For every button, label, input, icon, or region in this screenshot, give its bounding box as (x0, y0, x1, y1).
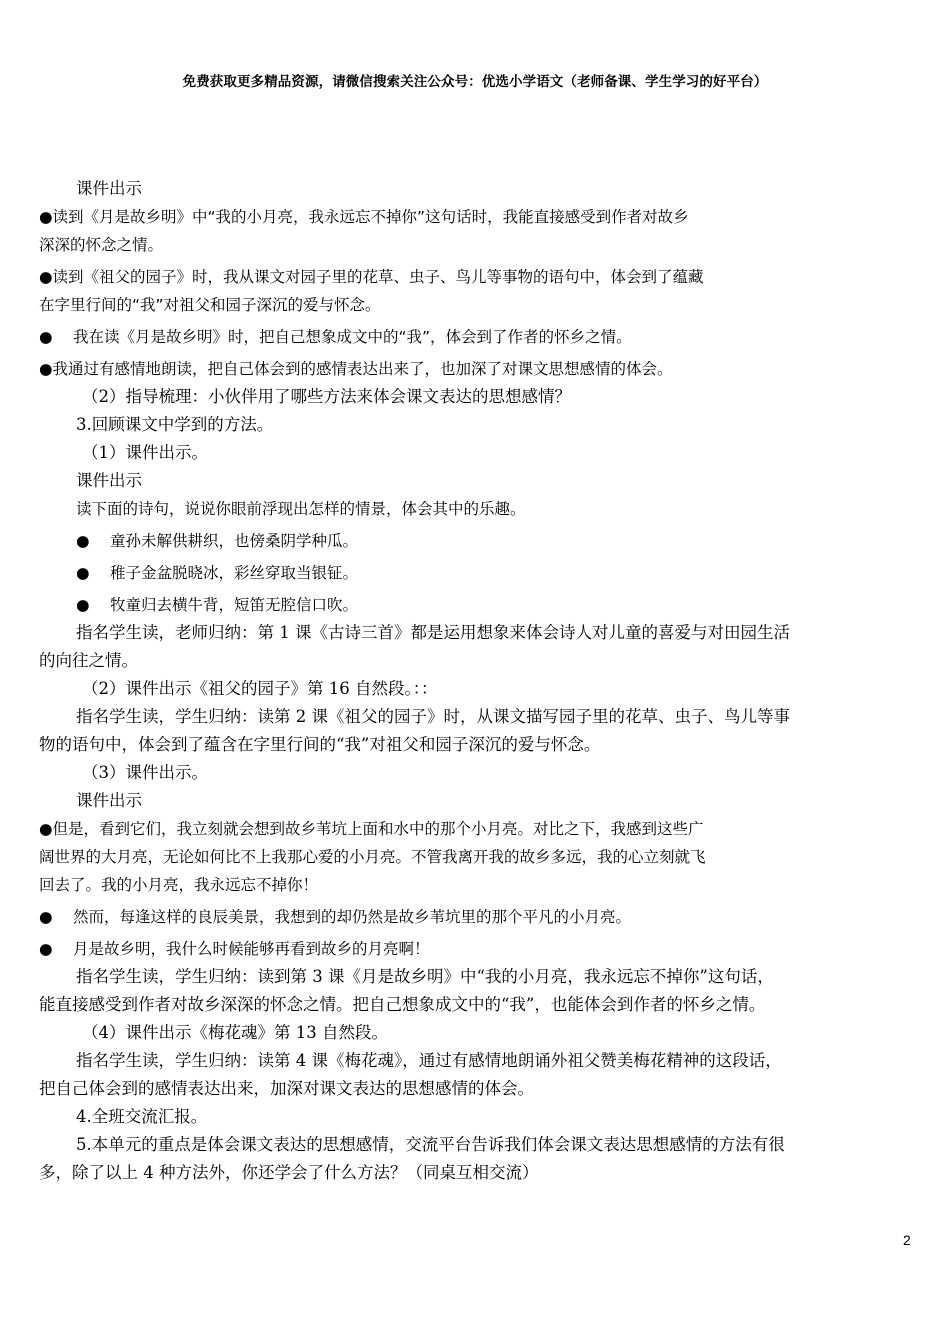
paragraph-continued: 多，除了以上 4 种方法外，你还学会了什么方法？（同桌互相交流） (39, 1163, 539, 1182)
bullet-icon: ● (76, 564, 90, 582)
paragraph: 5.本单元的重点是体会课文表达的思想感情，交流平台告诉我们体会课文表达思想感情的方法有很 (76, 1135, 785, 1154)
paragraph: （2）指导梳理：小伙伴用了哪些方法来体会课文表达的思想感情？ (82, 387, 571, 406)
list-item (39, 935, 911, 963)
poem-text: 稚子金盆脱晓冰，彩丝穿取当银钲。 (110, 564, 359, 582)
courseware-label: 课件出示 (76, 791, 142, 810)
list-item: ●我通过有感情地朗读，把自己体会到的感情表达出来了，也加深了对课文思想感情的体会。 (39, 360, 673, 378)
paragraph: （4）课件出示《梅花魂》第 13 自然段。 (82, 1023, 388, 1042)
courseware-label: 课件出示 (76, 179, 142, 198)
bullet-icon: ● (76, 596, 90, 614)
page-number: 2 (903, 1232, 911, 1248)
poem-text: 牧童归去横牛背，短笛无腔信口吹。 (110, 596, 359, 614)
paragraph: （2）课件出示《祖父的园子》第 16 自然段。：： (82, 679, 438, 698)
list-item-continued: 回去了。我的小月亮，我永远忘不掉你！ (39, 876, 319, 894)
list-item (39, 323, 911, 351)
paragraph-continued: 能直接感受到作者对故乡深深的怀念之情。把自己想象成文中的“我”，也能体会到作者的怀乡之情。 (39, 995, 766, 1014)
paragraph: 指名学生读，学生归纳：读第 4 课《梅花魂》，通过有感情地朗诵外祖父赞美梅花精神的这段话， (76, 1051, 782, 1070)
list-item-text: 月是故乡明，我什么时候能够再看到故乡的月亮啊！ (73, 940, 430, 958)
list-item (39, 903, 911, 931)
paragraph: 指名学生读，老师归纳：第 1 课《古诗三首》都是运用想象来体会诗人对儿童的喜爱与对田园生活 (76, 623, 790, 642)
list-item-text: 我在读《月是故乡明》时，把自己想象成文中的“我”，体会到了作者的怀乡之情。 (73, 328, 632, 346)
paragraph-continued: 把自己体会到的感情表达出来，加深对课文表达的思想感情的体会。 (39, 1079, 534, 1098)
list-item-text: 然而，每逢这样的良辰美景，我想到的却仍然是故乡苇坑里的那个平凡的小月亮。 (73, 908, 632, 926)
paragraph: 指名学生读，学生归纳：读第 2 课《祖父的园子》时，从课文描写园子里的花草、虫子、鸟儿等事 (76, 707, 790, 726)
paragraph: 指名学生读，学生归纳：读到第 3 课《月是故乡明》中“我的小月亮，我永远忘不掉你”这句话， (76, 967, 774, 986)
section-heading: 3.回顾课文中学到的方法。 (76, 415, 274, 434)
paragraph: （1）课件出示。 (82, 443, 208, 462)
list-item-continued: 阔世界的大月亮，无论如何比不上我那心爱的小月亮。不管我离开我的故乡多远，我的心立刻就飞 (39, 848, 706, 866)
poem-line (39, 559, 911, 587)
paragraph: 读下面的诗句，说说你眼前浮现出怎样的情景，体会其中的乐趣。 (76, 500, 526, 518)
paragraph: （3）课件出示。 (82, 763, 208, 782)
bullet-icon: ● (39, 908, 53, 926)
bullet-icon: ● (39, 940, 53, 958)
paragraph-continued: 的向往之情。 (39, 651, 138, 670)
section-heading: 4.全班交流汇报。 (76, 1107, 208, 1126)
courseware-label: 课件出示 (76, 471, 142, 490)
paragraph-continued: 物的语句中，体会到了蕴含在字里行间的“我”对祖父和园子深沉的爱与怀念。 (39, 735, 601, 754)
promo-header: 免费获取更多精品资源，请微信搜索关注公众号：优选小学语文（老师备课、学生学习的好平台） (182, 74, 768, 90)
poem-line (39, 527, 911, 555)
bullet-icon: ● (76, 532, 90, 550)
list-item: ●但是，看到它们，我立刻就会想到故乡苇坑上面和水中的那个小月亮。对比之下，我感到这些广 (39, 820, 704, 838)
list-item-continued: 在字里行间的“我”对祖父和园子深沉的爱与怀念。 (39, 296, 381, 314)
poem-line (39, 591, 911, 619)
document-body (39, 175, 911, 1187)
bullet-icon: ● (39, 328, 53, 346)
list-item-continued: 深深的怀念之情。 (39, 236, 164, 254)
list-item: ●读到《祖父的园子》时，我从课文对园子里的花草、虫子、鸟儿等事物的语句中，体会到了蕴藏 (39, 268, 704, 286)
list-item: ●读到《月是故乡明》中“我的小月亮，我永远忘不掉你”这句话时，我能直接感受到作者对故乡 (39, 208, 689, 226)
poem-text: 童孙未解供耕织，也傍桑阴学种瓜。 (110, 532, 359, 550)
